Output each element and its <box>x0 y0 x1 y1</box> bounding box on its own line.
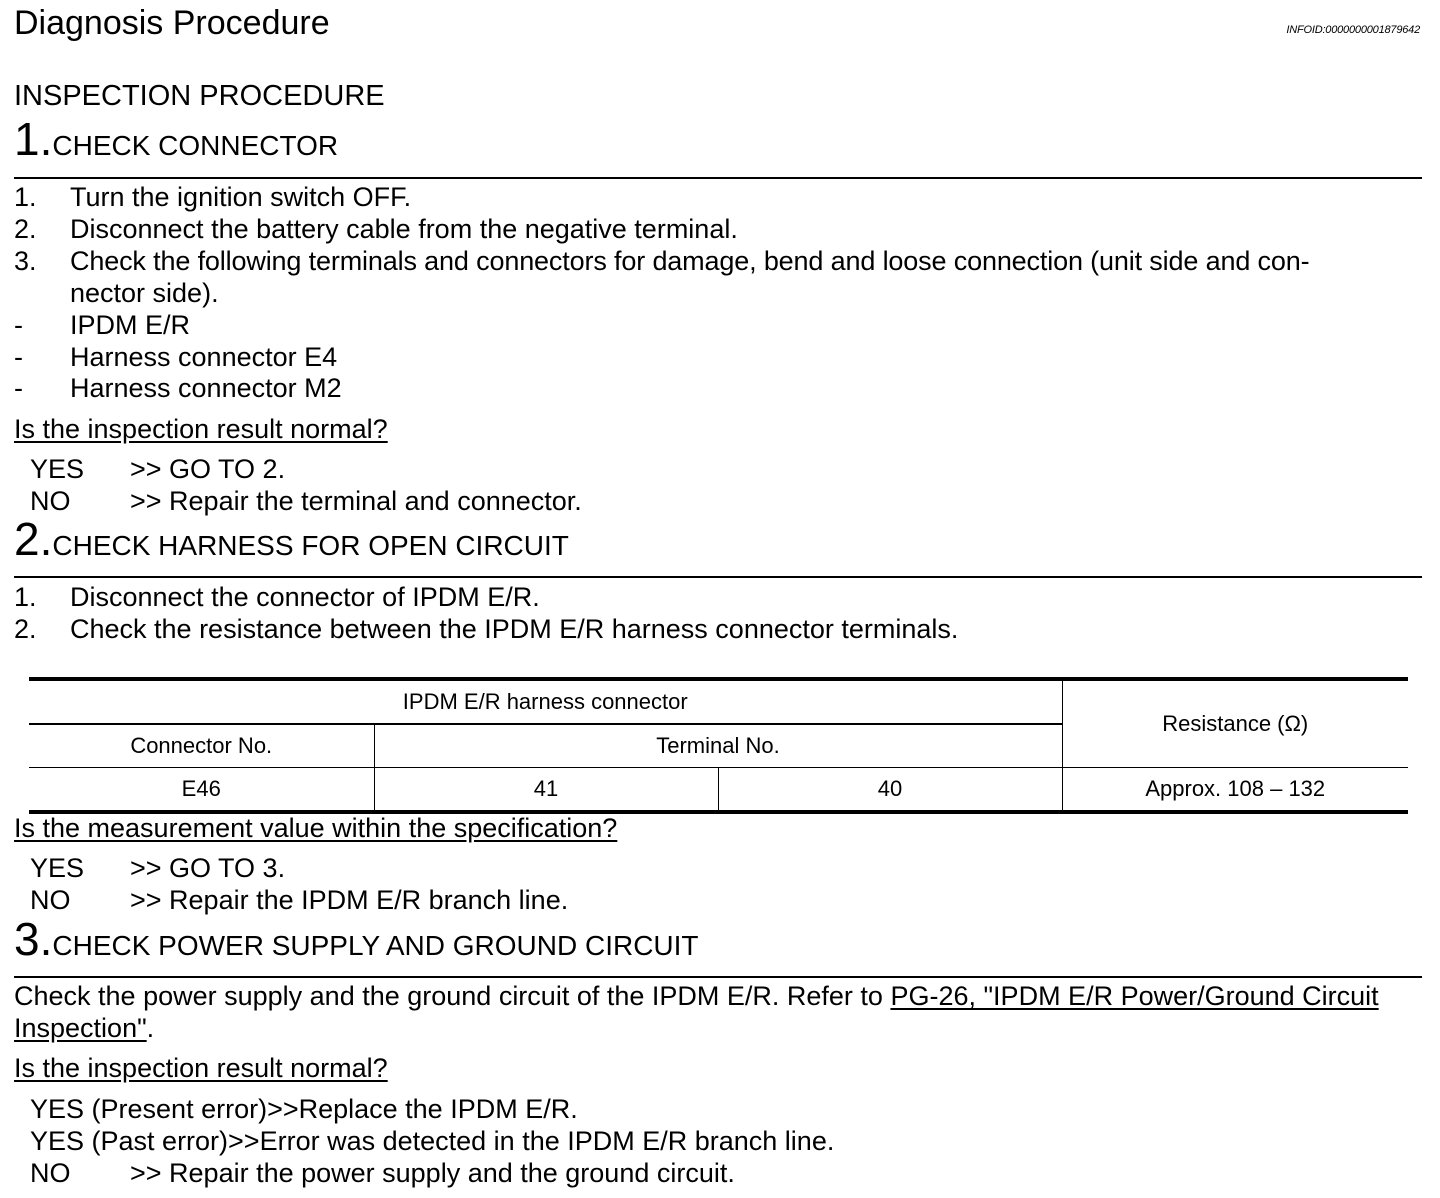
step-3-number: 3. <box>14 913 53 965</box>
step-3-title: CHECK POWER SUPPLY AND GROUND CIRCUIT <box>52 930 699 961</box>
table-row <box>29 768 1408 813</box>
table-cell-terminal-b: 40 <box>718 768 1062 813</box>
table-group-header: IPDM E/R harness connector <box>29 679 1062 724</box>
step-2-question: Is the measurement value within the specification? <box>14 813 618 843</box>
reference-link[interactable]: PG-26, "IPDM E/R Power/Ground Circuit Inspection" <box>14 981 1379 1043</box>
step-3-instruction: Check the power supply and the ground circuit of the IPDM E/R. Refer to PG-26, "IPDM E/R Power/Ground Circuit Inspection". <box>14 981 1379 1043</box>
step-2-number: 2. <box>14 513 53 565</box>
step-2-heading <box>14 512 569 566</box>
inspection-heading: INSPECTION PROCEDURE <box>14 80 385 112</box>
step-1-item: - IPDM E/R <box>14 310 191 340</box>
step-2-item: 1. Disconnect the connector of IPDM E/R. <box>14 582 540 612</box>
step-1-heading <box>14 112 338 166</box>
table-terminal-header: Terminal No. <box>374 724 1062 768</box>
step-1-answer-yes: YES >> GO TO 2. <box>30 454 286 484</box>
page-title: Diagnosis Procedure <box>14 4 330 42</box>
step-2-divider <box>14 576 1422 578</box>
step-1-number: 1. <box>14 113 53 165</box>
step-1-title: CHECK CONNECTOR <box>52 130 339 161</box>
table-cell-terminal-a: 41 <box>374 768 718 813</box>
table-resistance-header: Resistance (Ω) <box>1062 679 1408 768</box>
step-1-question: Is the inspection result normal? <box>14 414 388 444</box>
step-1-item: 1. Turn the ignition switch OFF. <box>14 182 412 212</box>
step-1-item: 2. Disconnect the battery cable from the negative terminal. <box>14 214 738 244</box>
step-3-divider <box>14 976 1422 978</box>
step-3-answer-no: NO >> Repair the power supply and the ground circuit. <box>30 1158 735 1188</box>
step-3-question: Is the inspection result normal? <box>14 1053 388 1083</box>
resistance-spec-table <box>29 677 1408 814</box>
table-connector-header: Connector No. <box>29 724 374 768</box>
info-id: INFOID:0000000001879642 <box>1286 24 1420 36</box>
step-1-divider <box>14 177 1422 179</box>
step-2-answer-yes: YES >> GO TO 3. <box>30 853 286 883</box>
step-2-item: 2. Check the resistance between the IPDM E/R harness connector terminals. <box>14 614 959 644</box>
step-3-answer-yes-past: YES (Past error)>>Error was detected in the IPDM E/R branch line. <box>30 1126 835 1156</box>
step-2-answer-no: NO >> Repair the IPDM E/R branch line. <box>30 885 569 915</box>
step-1-item: - Harness connector E4 <box>14 342 338 372</box>
step-1-answer-no: NO >> Repair the terminal and connector. <box>30 486 582 516</box>
step-1-item: - Harness connector M2 <box>14 373 342 403</box>
table-cell-connector: E46 <box>29 768 374 813</box>
step-1-item: 3. Check the following terminals and connectors for damage, bend and loose connection (unit side and con- <box>14 246 1310 276</box>
step-2-title: CHECK HARNESS FOR OPEN CIRCUIT <box>52 530 569 561</box>
table-cell-resistance: Approx. 108 – 132 <box>1062 768 1408 813</box>
step-3-answer-yes-present: YES (Present error)>>Replace the IPDM E/R. <box>30 1094 578 1124</box>
step-1-item: nector side). <box>70 278 219 308</box>
step-3-heading <box>14 912 699 966</box>
